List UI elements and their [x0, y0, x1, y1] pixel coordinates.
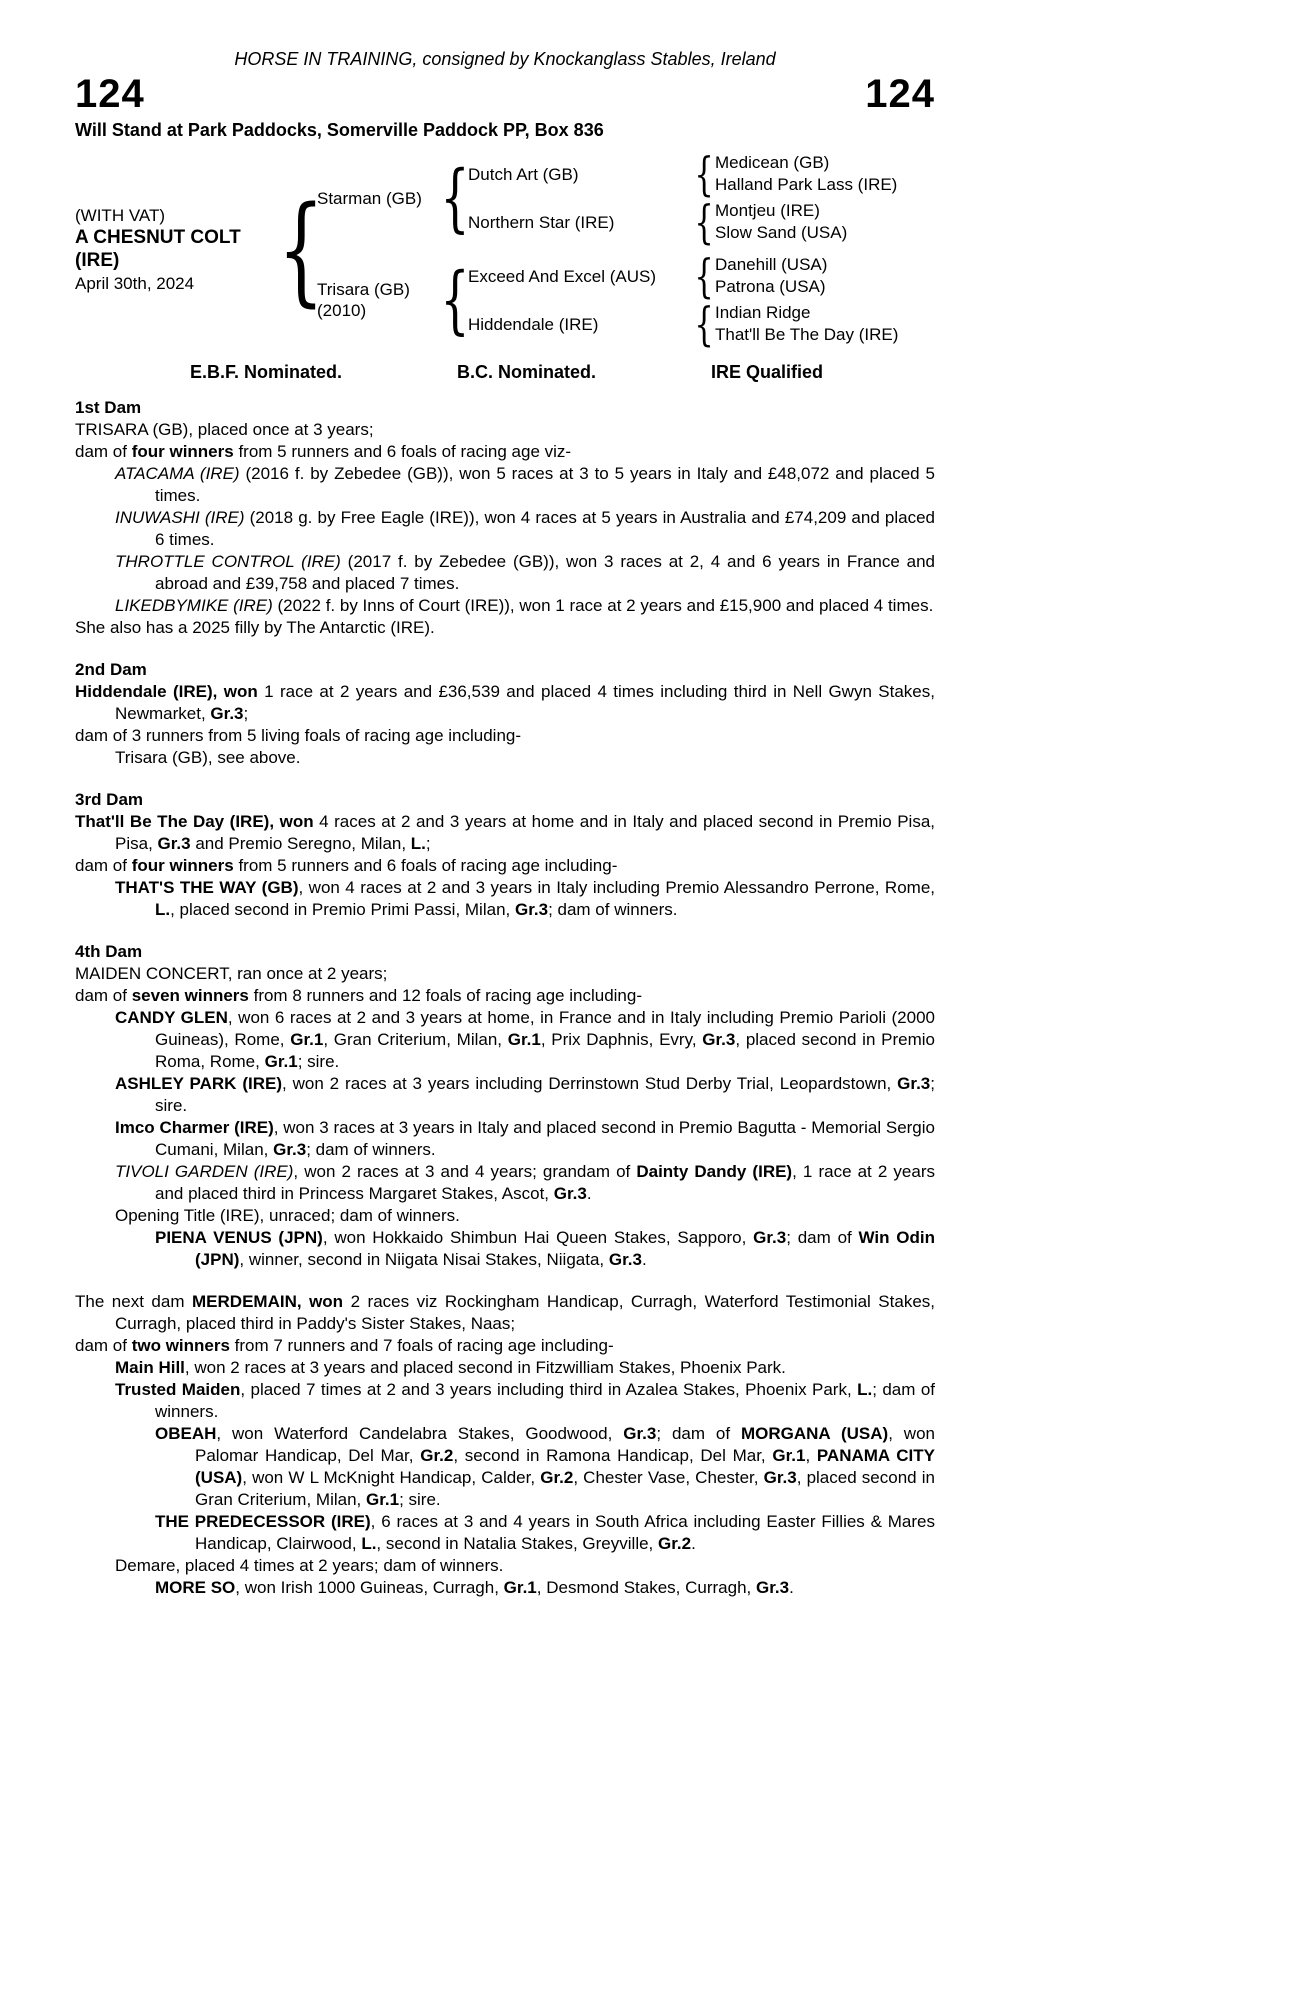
- text-run: ; dam of: [786, 1228, 859, 1247]
- text-run: (2022 f. by Inns of Court (IRE)), won 1 race at 2 years and £15,900 and placed 4 times.: [272, 596, 934, 615]
- text-run: TRISARA (GB), placed once at 3 years;: [75, 420, 374, 439]
- text-run: Gr.1: [503, 1578, 537, 1597]
- text-run: The next dam: [75, 1292, 193, 1311]
- section-heading: 4th Dam: [75, 942, 143, 961]
- pedigree-paragraph: [75, 963, 935, 985]
- pedigree-paragraph: [75, 811, 935, 855]
- text-run: , 1 race at 2 years and placed third in Princess Margaret Stakes, Ascot,: [155, 1162, 935, 1203]
- text-run: dam of: [75, 856, 132, 875]
- grandparent-brace-icon: {: [694, 195, 714, 249]
- text-run: Trusted Maiden: [115, 1380, 241, 1399]
- pedigree-paragraph: [115, 595, 935, 617]
- text-run: .: [641, 1250, 647, 1269]
- lot-number-right: 124: [865, 72, 935, 116]
- text-run: Gr.1: [264, 1052, 298, 1071]
- text-run: ; dam of winners.: [548, 900, 678, 919]
- text-run: from 8 runners and 12 foals of racing age including-: [248, 986, 642, 1005]
- sire-name: Starman (GB): [317, 188, 422, 208]
- text-run: 1 race at 2 years and £36,539 and placed 4 times including third in Nell Gwyn Stakes, Newmarket,: [115, 682, 935, 723]
- pedigree-paragraph: [75, 617, 935, 639]
- text-run: Gr.1: [365, 1490, 400, 1509]
- grandparent-brace-icon: {: [694, 147, 714, 201]
- dam-block: [317, 249, 935, 351]
- sire-sire-name: Dutch Art (GB): [468, 164, 579, 184]
- text-run: THE PREDECESSOR (IRE): [155, 1512, 371, 1531]
- text-run: Gr.2: [540, 1468, 574, 1487]
- dam-section: [75, 941, 935, 1271]
- text-run: Demare, placed 4 times at 2 years; dam of winners.: [115, 1556, 504, 1575]
- text-run: Win Odin (JPN): [195, 1228, 936, 1269]
- text-run: L.: [410, 834, 426, 853]
- text-run: dam of: [75, 986, 132, 1005]
- sire-brace-icon: {: [440, 155, 470, 241]
- text-run: ATACAMA (IRE): [115, 464, 240, 483]
- dam-section: [75, 789, 935, 921]
- text-run: , winner, second in Niigata Nisai Stakes, Niigata,: [239, 1250, 609, 1269]
- text-run: MORGANA (USA): [740, 1424, 889, 1443]
- text-run: THROTTLE CONTROL (IRE): [115, 552, 341, 571]
- text-run: L.: [155, 900, 171, 919]
- text-run: Gr.3: [755, 1578, 790, 1597]
- text-run: from 5 runners and 6 foals of racing age viz-: [233, 442, 572, 461]
- stand-location-line: Will Stand at Park Paddocks, Somerville Paddock PP, Box 836: [75, 120, 604, 140]
- pedigree-paragraph: [155, 1511, 935, 1555]
- granddam-name: Halland Park Lass (IRE): [715, 175, 898, 194]
- text-run: .: [789, 1578, 794, 1597]
- text-run: MAIDEN CONCERT, ran once at 2 years;: [75, 964, 388, 983]
- text-run: Gr.3: [210, 704, 244, 723]
- text-run: ; sire.: [155, 1074, 935, 1115]
- pedigree-paragraph: [115, 507, 935, 551]
- pedigree-paragraph: [115, 1379, 936, 1423]
- pedigree-paragraph: [75, 855, 935, 877]
- text-run: , Desmond Stakes, Curragh,: [536, 1578, 756, 1597]
- text-run: That'll Be The Day (IRE), won: [75, 812, 314, 831]
- text-run: , won Hokkaido Shimbun Hai Queen Stakes, Sapporo,: [322, 1228, 754, 1247]
- pedigree-paragraph: [115, 1555, 935, 1577]
- grandparent-brace-icon: {: [694, 297, 714, 351]
- granddam-name: Slow Sand (USA): [715, 223, 848, 242]
- text-run: Opening Title (IRE), unraced; dam of winners.: [115, 1206, 460, 1225]
- horse-details: [75, 205, 285, 294]
- text-run: ;: [425, 834, 431, 853]
- text-run: Gr.3: [763, 1468, 797, 1487]
- sire-dam-row: [468, 195, 935, 249]
- text-run: , won W L McKnight Handicap, Calder,: [242, 1468, 541, 1487]
- text-run: 4 races at 2 and 3 years at home and in Italy and placed second in Premio Pisa, Pisa,: [115, 812, 935, 853]
- text-run: , won Waterford Candelabra Stakes, Goodwood,: [216, 1424, 624, 1443]
- text-run: Gr.3: [897, 1074, 931, 1093]
- text-run: four winners: [131, 856, 234, 875]
- dam-year: (2010): [317, 301, 367, 320]
- dam-brace-icon: {: [440, 257, 470, 343]
- pedigree-paragraph: [115, 1205, 935, 1227]
- text-run: four winners: [131, 442, 234, 461]
- ire-qualified-label: IRE Qualified: [710, 362, 823, 382]
- pedigree-paragraph: [115, 1357, 935, 1379]
- pedigree-paragraph: [115, 463, 935, 507]
- consignor-line: HORSE IN TRAINING, consigned by Knockanglass Stables, Ireland: [234, 49, 776, 69]
- text-run: LIKEDBYMIKE (IRE): [115, 596, 273, 615]
- text-run: , won Irish 1000 Guineas, Curragh,: [235, 1578, 504, 1597]
- grandsire-name: Medicean (GB): [715, 153, 830, 172]
- text-run: , won 2 races at 3 years and placed second in Fitzwilliam Stakes, Phoenix Park.: [184, 1358, 786, 1377]
- text-run: two winners: [131, 1336, 230, 1355]
- granddam-name: That'll Be The Day (IRE): [715, 325, 899, 344]
- text-run: from 5 runners and 6 foals of racing age including-: [233, 856, 618, 875]
- text-run: ,: [805, 1446, 817, 1465]
- pedigree-paragraph: [75, 681, 935, 725]
- section-heading: 2nd Dam: [75, 660, 147, 679]
- text-run: MORE SO: [155, 1578, 236, 1597]
- pedigree-paragraph: [75, 441, 935, 463]
- text-run: , won 3 races at 3 years in Italy and placed second in Premio Bagutta - Memorial Sergio Cumani, Milan,: [155, 1118, 935, 1159]
- pedigree-paragraph: [75, 725, 935, 747]
- text-run: , placed second in Gran Criterium, Milan,: [195, 1468, 935, 1509]
- dam-parents: [468, 249, 935, 351]
- dam-dam-name: Hiddendale (IRE): [468, 314, 599, 334]
- vat-note: (WITH VAT): [75, 205, 166, 225]
- text-run: , won 2 races at 3 and 4 years; grandam of: [293, 1162, 637, 1181]
- text-run: ; sire.: [399, 1490, 441, 1509]
- text-run: Gr.3: [553, 1184, 587, 1203]
- text-run: , second in Ramona Handicap, Del Mar,: [453, 1446, 773, 1465]
- grandsire-name: Danehill (USA): [715, 255, 828, 274]
- text-run: from 7 runners and 7 foals of racing age including-: [229, 1336, 614, 1355]
- lot-row: [75, 74, 935, 114]
- text-run: THAT'S THE WAY (GB): [115, 878, 299, 897]
- grandsire-name: Montjeu (IRE): [715, 201, 820, 220]
- pedigree-text-sections: [75, 397, 935, 1599]
- text-run: , won 6 races at 2 and 3 years at home, in France and in Italy including Premio Parioli (2000 Guineas), Rome,: [155, 1008, 935, 1049]
- pedigree-paragraph: [155, 1227, 936, 1271]
- text-run: Hiddendale (IRE), won: [75, 682, 258, 701]
- ebf-nominated-label: E.B.F. Nominated.: [190, 362, 343, 382]
- text-run: Gr.3: [273, 1140, 307, 1159]
- text-run: , placed second in Premio Primi Passi, Milan,: [170, 900, 515, 919]
- horse-country-suffix: (IRE): [75, 249, 120, 271]
- pedigree-paragraph: [75, 985, 935, 1007]
- pedigree-paragraph: [75, 419, 935, 441]
- section-heading: 1st Dam: [75, 398, 142, 417]
- pedigree-paragraph: [115, 1161, 935, 1205]
- sire-dam-name: Northern Star (IRE): [468, 212, 615, 232]
- text-run: ; dam of winners.: [306, 1140, 436, 1159]
- catalogue-page: [75, 0, 935, 1599]
- text-run: dam of: [75, 442, 132, 461]
- text-run: Imco Charmer (IRE): [115, 1118, 274, 1137]
- pedigree-paragraph: [75, 1335, 935, 1357]
- pedigree-table: [75, 147, 935, 351]
- pedigree-paragraph: [115, 1073, 935, 1117]
- grandparent-brace-icon: {: [694, 249, 714, 303]
- text-run: Main Hill: [115, 1358, 185, 1377]
- text-run: Trisara (GB), see above.: [115, 748, 301, 767]
- text-run: MERDEMAIN, won: [192, 1292, 344, 1311]
- dam-sire-row: [468, 249, 935, 303]
- text-run: Dainty Dandy (IRE): [636, 1162, 793, 1181]
- text-run: PANAMA CITY (USA): [195, 1446, 935, 1487]
- pedigree-paragraph: [115, 877, 935, 921]
- text-run: , placed 7 times at 2 and 3 years including third in Azalea Stakes, Phoenix Park,: [240, 1380, 858, 1399]
- grandparent-pair: [715, 302, 935, 346]
- foal-date: April 30th, 2024: [75, 273, 195, 293]
- text-run: Gr.3: [514, 900, 549, 919]
- text-run: Gr.1: [507, 1030, 541, 1049]
- text-run: PIENA VENUS (JPN): [155, 1228, 323, 1247]
- text-run: ;: [243, 704, 249, 723]
- dam-sire-name: Exceed And Excel (AUS): [468, 266, 657, 286]
- text-run: 2 races viz Rockingham Handicap, Curragh, Waterford Testimonial Stakes, Curragh, placed third in Paddy's Sister Stakes, Naas;: [115, 1292, 935, 1333]
- text-run: She also has a 2025 filly by The Antarctic (IRE).: [75, 618, 435, 637]
- grandparent-pair: [715, 152, 935, 196]
- dam-section: [75, 1291, 935, 1599]
- text-run: Gr.3: [608, 1250, 642, 1269]
- text-run: , won 4 races at 2 and 3 years in Italy including Premio Alessandro Perrone, Rome,: [298, 878, 935, 897]
- sire-block: [317, 147, 935, 249]
- text-run: Gr.1: [772, 1446, 806, 1465]
- text-run: Gr.3: [623, 1424, 657, 1443]
- text-run: TIVOLI GARDEN (IRE): [115, 1162, 294, 1181]
- bc-nominated-label: B.C. Nominated.: [456, 362, 596, 382]
- dam-section: [75, 659, 935, 769]
- lot-number-left: 124: [75, 72, 145, 116]
- grandsire-name: Indian Ridge: [715, 303, 811, 322]
- text-run: (2016 f. by Zebedee (GB)), won 5 races at 3 to 5 years in Italy and £48,072 and placed 5 times.: [155, 464, 935, 505]
- pedigree-paragraph: [75, 1291, 935, 1335]
- section-heading: 3rd Dam: [75, 790, 144, 809]
- text-run: ; dam of winners.: [155, 1380, 936, 1421]
- text-run: Gr.2: [420, 1446, 454, 1465]
- text-run: , second in Natalia Stakes, Greyville,: [376, 1534, 658, 1553]
- text-run: Gr.2: [658, 1534, 692, 1553]
- text-run: ; sire.: [297, 1052, 340, 1071]
- text-run: ; dam of: [656, 1424, 741, 1443]
- pedigree-paragraph: [155, 1423, 935, 1511]
- text-run: , 6 races at 3 and 4 years in South Africa including Easter Fillies & Mares Handicap, Clairwood,: [195, 1512, 935, 1553]
- grandparent-pair: [715, 254, 935, 298]
- pedigree-paragraph: [155, 1577, 935, 1599]
- text-run: INUWASHI (IRE): [115, 508, 245, 527]
- text-run: dam of: [75, 1336, 132, 1355]
- text-run: CANDY GLEN: [115, 1008, 228, 1027]
- pedigree-paragraph: [115, 1007, 935, 1073]
- text-run: OBEAH: [155, 1424, 217, 1443]
- pedigree-generations: [317, 147, 935, 351]
- text-run: Gr.3: [753, 1228, 787, 1247]
- text-run: Gr.3: [702, 1030, 736, 1049]
- text-run: , Prix Daphnis, Evry,: [540, 1030, 703, 1049]
- text-run: and Premio Seregno, Milan,: [190, 834, 411, 853]
- text-run: , placed second in Premio Roma, Rome,: [155, 1030, 935, 1071]
- dam-dam-row: [468, 297, 935, 351]
- dam-name-text: Trisara (GB): [317, 280, 410, 299]
- text-run: .: [691, 1534, 696, 1553]
- sire-sire-row: [468, 147, 935, 201]
- text-run: , Gran Criterium, Milan,: [323, 1030, 508, 1049]
- horse-name: A CHESNUT COLT: [75, 226, 241, 248]
- nominations-row: [190, 361, 823, 383]
- text-run: L.: [857, 1380, 873, 1399]
- pedigree-paragraph: [115, 1117, 935, 1161]
- text-run: (2017 f. by Zebedee (GB)), won 3 races at 2, 4 and 6 years in France and abroad and £39,758 and placed 7 times.: [155, 552, 936, 593]
- text-run: , won Palomar Handicap, Del Mar,: [195, 1424, 935, 1465]
- text-run: Gr.1: [290, 1030, 324, 1049]
- pedigree-paragraph: [115, 747, 935, 769]
- text-run: .: [586, 1184, 592, 1203]
- text-run: L.: [361, 1534, 377, 1553]
- dam-name: [317, 279, 442, 321]
- text-run: ASHLEY PARK (IRE): [115, 1074, 282, 1093]
- granddam-name: Patrona (USA): [715, 277, 826, 296]
- text-run: (2018 g. by Free Eagle (IRE)), won 4 races at 5 years in Australia and £74,209 and placed 6 times.: [155, 508, 935, 549]
- pedigree-paragraph: [115, 551, 936, 595]
- text-run: , Chester Vase, Chester,: [573, 1468, 764, 1487]
- dam-section: [75, 397, 935, 639]
- grandparent-pair: [715, 200, 935, 244]
- text-run: seven winners: [131, 986, 249, 1005]
- text-run: , won 2 races at 3 years including Derrinstown Stud Derby Trial, Leopardstown,: [282, 1074, 898, 1093]
- text-run: dam of 3 runners from 5 living foals of racing age including-: [75, 726, 522, 745]
- pedigree-main-brace-icon: {: [277, 180, 325, 318]
- sire-parents: [468, 147, 935, 249]
- text-run: Gr.3: [157, 834, 191, 853]
